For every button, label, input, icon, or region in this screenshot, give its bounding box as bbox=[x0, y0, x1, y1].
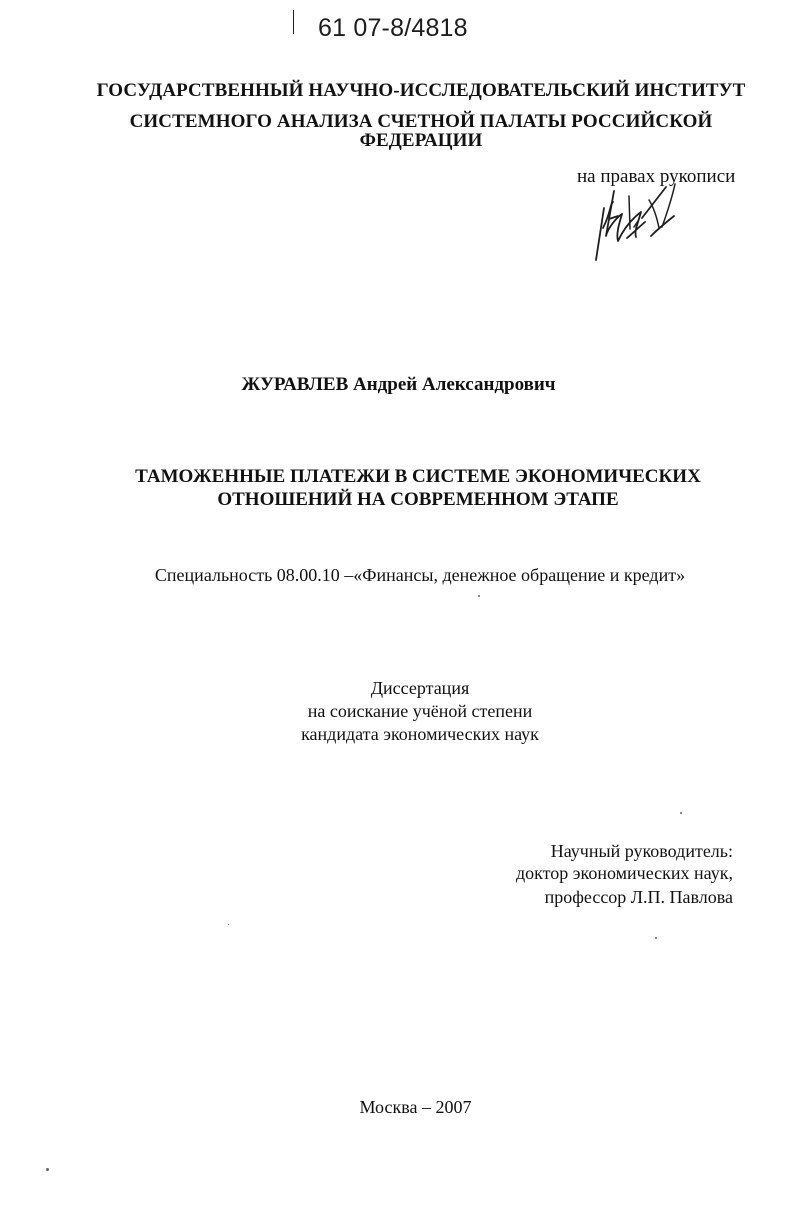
supervisor-line-2: доктор экономических наук, bbox=[516, 863, 733, 883]
scan-speck bbox=[655, 937, 657, 939]
institution-line-1: ГОСУДАРСТВЕННЫЙ НАУЧНО-ИССЛЕДОВАТЕЛЬСКИЙ ИНСТИТУТ bbox=[96, 80, 746, 101]
scan-speck bbox=[46, 1168, 49, 1171]
city-year: Москва – 2007 bbox=[359, 1097, 472, 1117]
speciality-line: Специальность 08.00.10 –«Финансы, денежное обращение и кредит» bbox=[154, 565, 686, 585]
manuscript-note: на правах рукописи bbox=[577, 166, 736, 187]
signature-icon bbox=[587, 180, 697, 264]
scan-speck bbox=[478, 595, 480, 597]
dissertation-title-line-2: ОТНОШЕНИЙ НА СОВРЕМЕННОМ ЭТАПЕ bbox=[217, 489, 619, 510]
scan-speck bbox=[680, 812, 682, 814]
work-type-line-3: кандидата экономических наук bbox=[301, 724, 539, 744]
author-name: ЖУРАВЛЕВ Андрей Александрович bbox=[241, 374, 556, 395]
supervisor-line-3: профессор Л.П. Павлова bbox=[544, 887, 733, 907]
institution-line-2: СИСТЕМНОГО АНАЛИЗА СЧЕТНОЙ ПАЛАТЫ РОССИЙСКОЙ ФЕДЕРАЦИИ bbox=[129, 111, 713, 151]
registration-number: 61 07-8/4818 bbox=[318, 14, 468, 42]
work-type-line-2: на соискание учёной степени bbox=[307, 701, 533, 721]
work-type-line-1: Диссертация bbox=[370, 678, 470, 698]
dissertation-title-line-1: ТАМОЖЕННЫЕ ПЛАТЕЖИ В СИСТЕМЕ ЭКОНОМИЧЕСКИХ bbox=[135, 466, 701, 487]
scan-speck bbox=[228, 924, 229, 925]
handwritten-vertical-mark bbox=[293, 10, 294, 34]
supervisor-line-1: Научный руководитель: bbox=[550, 841, 733, 861]
